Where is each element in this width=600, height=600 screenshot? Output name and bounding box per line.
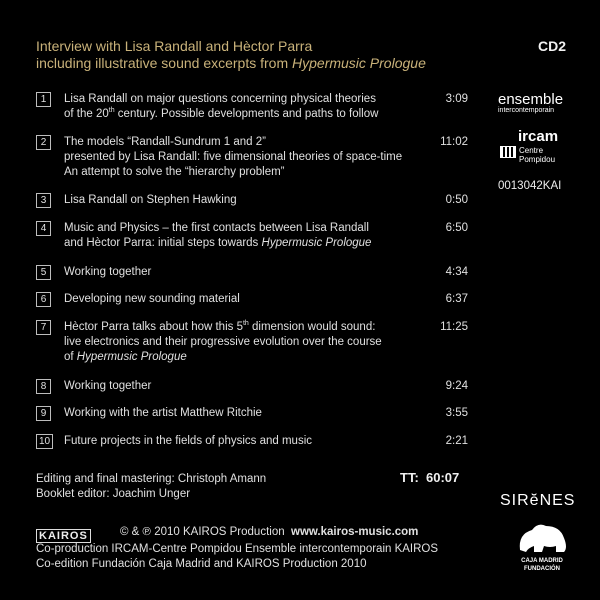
track-description: Lisa Randall on major questions concerning physical theories of the 20th century. Possible developments and paths to follow	[64, 93, 379, 120]
track-duration: 3:55	[445, 407, 468, 419]
track-number: 6	[36, 292, 51, 307]
track-number: 9	[36, 406, 51, 421]
copyright-line: © & ℗ 2010 KAIROS Production www.kairos-music.com	[120, 526, 419, 538]
track-description: Developing new sounding material	[64, 293, 240, 305]
track-duration: 6:50	[445, 222, 468, 234]
track-description: Hèctor Parra talks about how this 5th dimension would sound: live electronics and their progressive evolution over the course of Hypermusic Prologue	[64, 320, 382, 363]
track-duration: 4:34	[445, 266, 468, 278]
coproduction-credits: Co-production IRCAM-Centre Pompidou Ensemble intercontemporain KAIROS Co-edition Fundación Caja Madrid and KAIROS Production 2010	[36, 543, 439, 570]
track-number: 1	[36, 92, 51, 107]
track-duration: 3:09	[445, 93, 468, 105]
ircam-logo: ircam	[518, 128, 559, 145]
track-duration: 11:25	[440, 321, 468, 333]
track-duration: 2:21	[445, 435, 468, 447]
track-number: 3	[36, 193, 51, 208]
track-description: Working with the artist Matthew Ritchie	[64, 407, 262, 419]
title-line-2: including illustrative sound excerpts from Hypermusic Prologue	[36, 55, 426, 71]
caja-madrid-logo: CAJA MADRID FUNDACIÓN	[512, 520, 572, 575]
track-description: Working together	[64, 380, 152, 392]
kairos-logo: KAIROS	[36, 527, 91, 545]
ensemble-logo: ensemble intercontemporain	[498, 91, 564, 114]
cd-label: CD2	[538, 38, 567, 54]
track-duration: 9:24	[445, 380, 468, 392]
website-link[interactable]: www.kairos-music.com	[291, 526, 419, 538]
track-description: Future projects in the fields of physics and music	[64, 435, 313, 447]
track-number: 4	[36, 221, 51, 236]
bear-icon	[512, 520, 572, 558]
track-description: Working together	[64, 266, 152, 278]
track-number: 10	[36, 434, 53, 449]
pompidou-mark-icon	[500, 146, 516, 158]
sirenes-logo: SIRĕNES	[500, 492, 576, 509]
track-duration: 0:50	[445, 194, 468, 206]
catalog-number: 0013042KAI	[498, 180, 562, 192]
track-number: 7	[36, 320, 51, 335]
track-description: Music and Physics – the first contacts between Lisa Randall and Hèctor Parra: initial steps towards Hypermusic Prologue	[64, 222, 372, 249]
title-block	[36, 38, 426, 72]
track-number: 8	[36, 379, 51, 394]
production-credits: Editing and final mastering: Christoph Amann Booklet editor: Joachim Unger	[36, 473, 267, 500]
total-time: TT: 60:07	[400, 470, 460, 485]
track-description: Lisa Randall on Stephen Hawking	[64, 194, 237, 206]
track-description: The models “Randall-Sundrum 1 and 2” presented by Lisa Randall: five dimensional theories of space-time An attempt to solve the “hierarchy problem”	[64, 136, 403, 178]
title-line-1: Interview with Lisa Randall and Hèctor Parra	[36, 38, 313, 54]
track-duration: 6:37	[445, 293, 468, 305]
track-number: 5	[36, 265, 51, 280]
track-number: 2	[36, 135, 51, 150]
track-duration: 11:02	[440, 136, 468, 148]
pompidou-logo: Centre Pompidou	[500, 146, 555, 164]
